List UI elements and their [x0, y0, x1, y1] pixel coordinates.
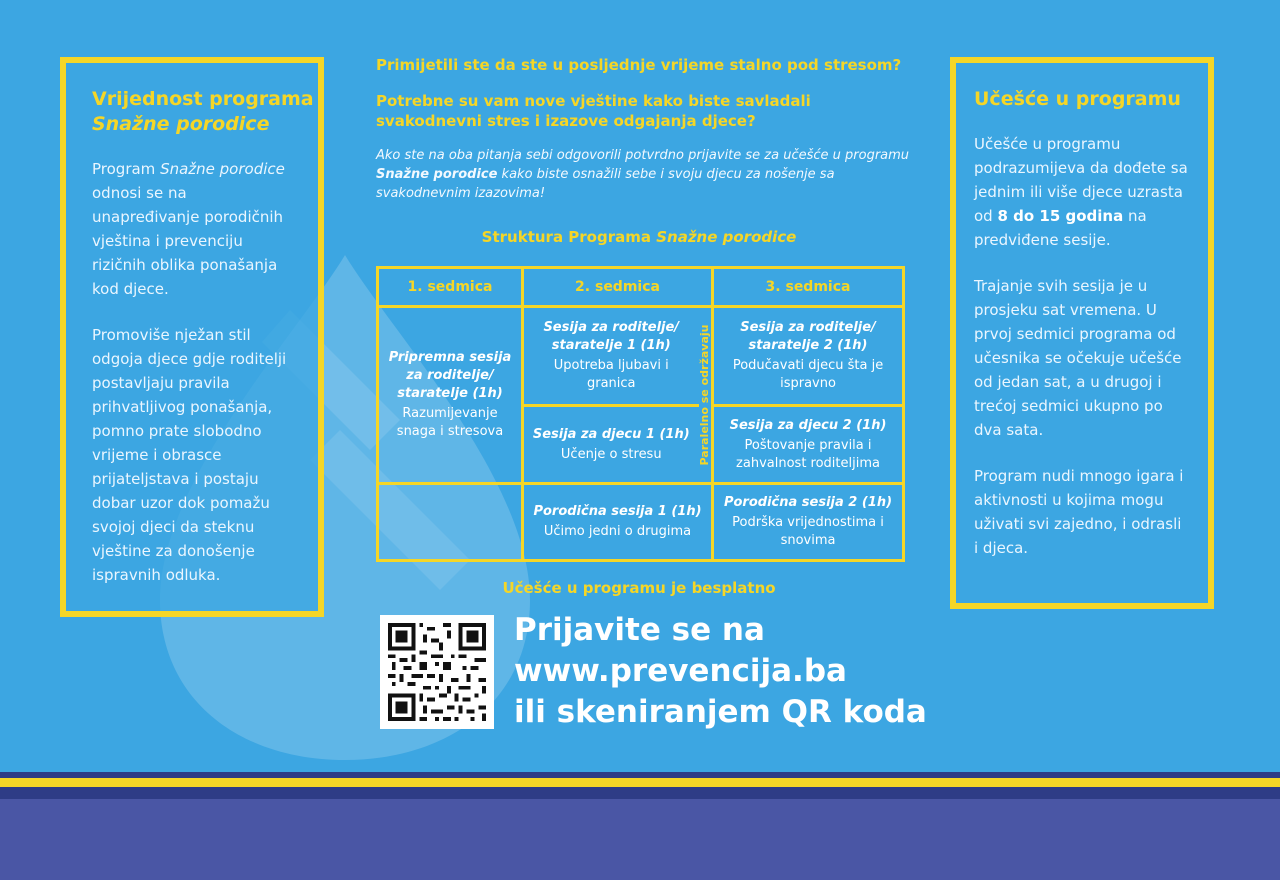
cta-website-link[interactable]: www.prevencija.ba — [514, 653, 847, 689]
participation-paragraph-1: Učešće u programu podrazumijeva da dođete sa jednim ili više djece uzrasta od 8 do 15 godina na predviđene sesije. — [974, 135, 1188, 249]
week2-child-session: Sesija za djecu 1 (1h) Učenje o stresu — [523, 406, 699, 483]
cta-line-1: Prijavite se na — [514, 612, 765, 648]
week3-family-session: Porodična sesija 2 (1h) Podrška vrijednostima i snovima — [713, 483, 904, 560]
program-value-title: Vrijednost programa Snažne porodice — [92, 88, 314, 135]
intro-text: Ako ste na oba pitanja sebi odgovorili potvrdno prijavite se za učešće u programu Snažne porodice kako biste osnažili sebe i svoju djecu za nošenje sa svakodnevnim izazovima! — [376, 148, 910, 201]
program-value-paragraph-1: Program Snažne porodice odnosi se na unapređivanje porodičnih vještina i prevenciju rizičnih oblika ponašanja kod djece. — [92, 160, 285, 298]
structure-title: Struktura Programa Snažne porodice — [481, 228, 797, 246]
question-2: Potrebne su vam nove vještine kako biste savladali svakodnevni stres i izazove odgajanja djece? — [376, 92, 811, 130]
header-week-2: 2. sedmica — [523, 268, 713, 307]
program-value-box — [60, 57, 324, 617]
parallel-label-cell — [699, 307, 713, 484]
header-week-3: 3. sedmica — [713, 268, 904, 307]
week1-empty — [378, 483, 523, 560]
participation-paragraph-2: Trajanje svih sesija je u prosjeku sat vremena. U prvoj sedmici programa od učesnika se očekuje učešće od jedan sat, a u drugoj i trećoj sedmici ukupno po dva sata. — [974, 277, 1182, 439]
week3-parent-session: Sesija za roditelje/ staratelje 2 (1h) Podučavati djecu šta je ispravno — [713, 307, 904, 406]
question-1: Primijetili ste da ste u posljednje vrijeme stalno pod stresom? — [376, 56, 902, 74]
participation-box — [950, 57, 1214, 609]
program-value-paragraph-2: Promoviše nježan stil odgoja djece gdje roditelji postavljaju pravila prihvatljivog ponašanja, pomno prate slobodno vrijeme i obrasce prijateljstava i postaju dobar uzor dok pomažu svojoj djeci da steknu vještine za donošenje ispravnih odluka. — [92, 326, 287, 584]
cta-line-3: ili skeniranjem QR koda — [514, 694, 927, 730]
qr-code-icon[interactable] — [380, 615, 494, 729]
week1-session: Pripremna sesija za roditelje/ staratelje (1h) Razumijevanje snaga i stresova — [378, 307, 523, 484]
week2-family-session: Porodična sesija 1 (1h) Učimo jedni o drugima — [523, 483, 713, 560]
program-structure-table — [376, 266, 905, 562]
week2-parent-session: Sesija za roditelje/ staratelje 1 (1h) Upotreba ljubavi i granica — [523, 307, 699, 406]
week3-child-session: Sesija za djecu 2 (1h) Poštovanje pravila i zahvalnost roditeljima — [713, 406, 904, 483]
signup-call-to-action — [514, 610, 927, 733]
parallel-label: Paralelno se održavaju — [697, 324, 711, 466]
footer-stripe-dark — [0, 787, 1280, 799]
header-week-1: 1. sedmica — [378, 268, 523, 307]
participation-paragraph-3: Program nudi mnogo igara i aktivnosti u kojima mogu uživati svi zajedno, i odrasli i djeca. — [974, 467, 1184, 557]
participation-title: Učešće u programu — [974, 88, 1181, 110]
free-participation: Učešće u programu je besplatno — [502, 579, 776, 597]
footer-stripe-yellow — [0, 778, 1280, 787]
footer-base — [0, 799, 1280, 880]
